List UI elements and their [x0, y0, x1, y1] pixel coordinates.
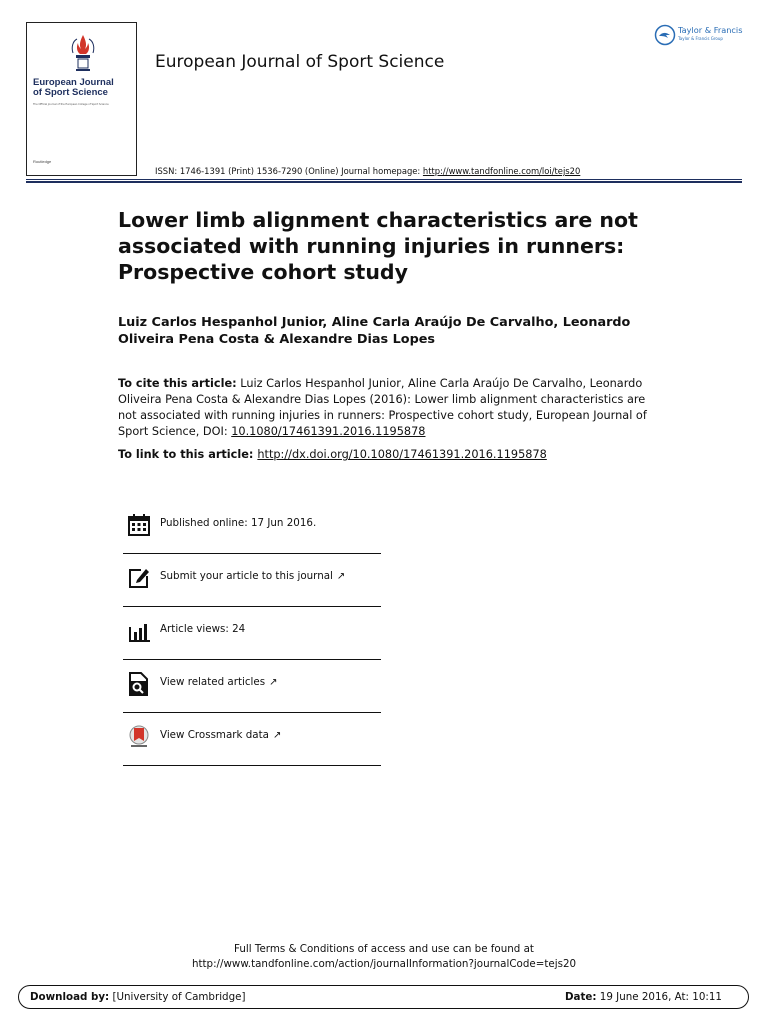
cover-publisher: Routledge — [33, 159, 52, 164]
article-views-text: Article views: 24 — [160, 623, 246, 635]
bar-chart-icon — [127, 619, 151, 643]
edit-icon — [127, 566, 151, 590]
terms-url-link[interactable]: http://www.tandfonline.com/action/journalInformation?journalCode=tejs20 — [191, 958, 577, 970]
header-divider — [26, 181, 742, 183]
citation-label: To cite this article: — [118, 377, 237, 390]
terms-line-1: Full Terms & Conditions of access and use can be found at — [234, 943, 534, 955]
related-articles-row[interactable] — [123, 660, 381, 713]
cover-subtitle: The Official Journal of the European College of Sport Science — [33, 103, 109, 106]
external-link-icon: ↗ — [336, 571, 346, 582]
external-link-icon: ↗ — [272, 730, 282, 741]
download-by — [30, 991, 245, 1003]
article-link-label: To link to this article: — [118, 448, 258, 461]
row-divider — [123, 765, 381, 766]
citation-block — [118, 376, 663, 440]
journal-emblem-icon — [71, 33, 95, 75]
journal-cover-thumbnail — [26, 22, 137, 176]
article-authors: Luiz Carlos Hespanhol Junior, Aline Carla Araújo De Carvalho, Leonardo Oliveira Pena Costa & Alexandre Dias Lopes — [118, 315, 631, 347]
search-document-icon — [127, 672, 151, 696]
header-divider-thin — [26, 179, 742, 180]
download-date-value: 19 June 2016, At: 10:11 — [596, 991, 722, 1003]
submit-article-row[interactable] — [123, 554, 381, 607]
submit-article-link[interactable]: Submit your article to this journal ↗ — [160, 570, 346, 582]
download-by-value: [University of Cambridge] — [109, 991, 246, 1003]
download-by-label: Download by: — [30, 991, 110, 1003]
related-articles-link[interactable]: View related articles ↗ — [160, 676, 278, 688]
terms-notice — [0, 942, 768, 972]
article-title: Lower limb alignment characteristics are not associated with running injuries in runners: Prospective cohort study — [118, 208, 638, 284]
taylor-francis-logo-icon[interactable] — [654, 24, 676, 46]
journal-homepage-link[interactable]: http://www.tandfonline.com/loi/tejs20 — [422, 166, 581, 176]
article-views-row — [123, 607, 381, 660]
publisher-name: Taylor & Francis — [678, 25, 743, 35]
citation-text: Luiz Carlos Hespanhol Junior, Aline Carla Araújo De Carvalho, Leonardo Oliveira Pena Costa & Alexandre Dias Lopes (2016): Lower limb alignment characteristics are not associated with running injuries in runners: Prospective cohort study, European Journal of Sport Science, DOI: — [118, 377, 647, 438]
crossmark-row[interactable] — [123, 713, 381, 766]
published-online-row — [123, 501, 381, 554]
external-link-icon: ↗ — [269, 677, 278, 688]
journal-title: European Journal of Sport Science — [155, 52, 445, 72]
publisher-group: Taylor & Francis Group — [678, 36, 723, 41]
citation-doi-link[interactable]: 10.1080/17461391.2016.1195878 — [231, 425, 426, 438]
calendar-icon — [127, 513, 151, 537]
crossmark-icon — [127, 725, 151, 749]
cover-journal-title: European Journal of Sport Science — [33, 77, 114, 98]
download-date-label: Date: — [565, 991, 597, 1003]
issn-line: ISSN: 1746-1391 (Print) 1536-7290 (Online) Journal homepage: http://www.tandfonline.com/loi/tejs20 — [155, 166, 581, 176]
article-link-line — [118, 448, 547, 461]
article-doi-url-link[interactable]: http://dx.doi.org/10.1080/17461391.2016.1195878 — [257, 448, 547, 461]
download-date — [565, 991, 722, 1003]
published-online-text: Published online: 17 Jun 2016. — [160, 517, 317, 529]
crossmark-link[interactable]: View Crossmark data ↗ — [160, 729, 282, 741]
